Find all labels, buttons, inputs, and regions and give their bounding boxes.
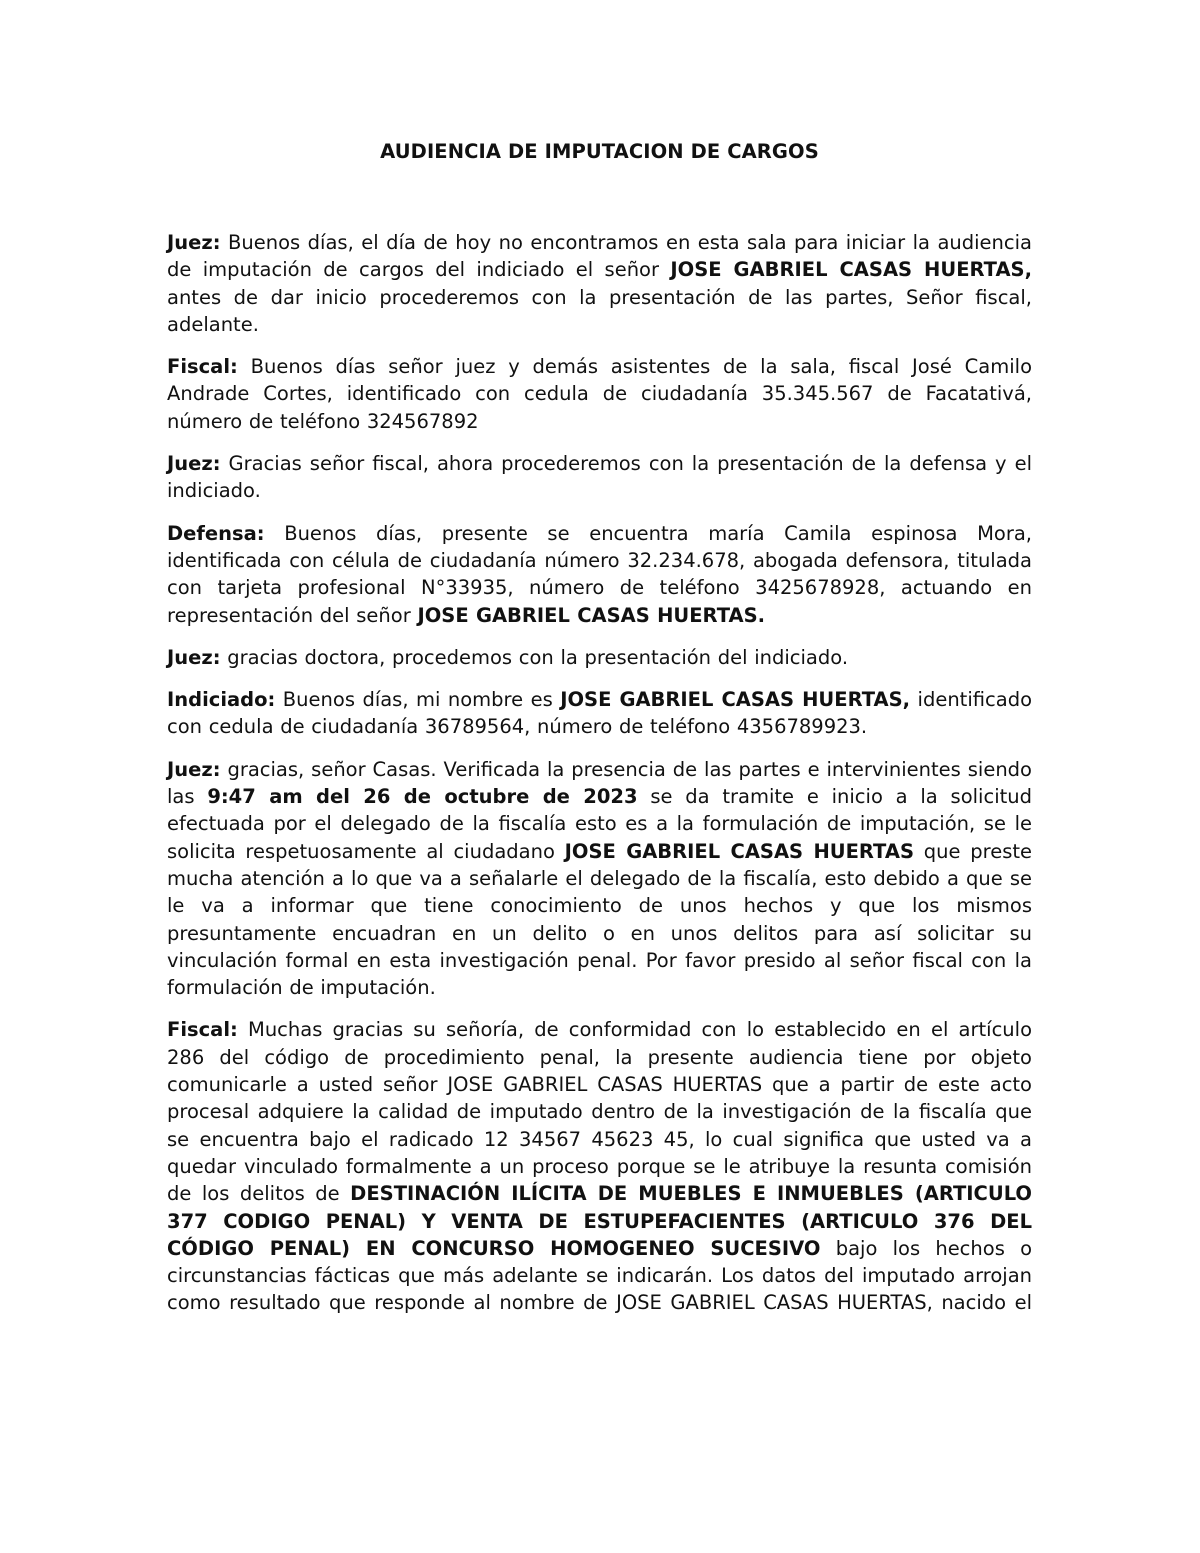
paragraph-text: antes de dar inicio procederemos con la presentación de las partes, Señor fiscal, adelante.: [167, 285, 1032, 336]
paragraph-text: se da tramite e inicio a la solicitud efectuada por el delegado de la fiscalía esto es a la formulación de imputación, se le solicita respetuosamente al ciudadano: [167, 785, 1032, 863]
paragraph-text: que preste mucha atención a lo que va a señalarle el delegado de la fiscalía, esto debido a que se le va a informar que tiene conocimiento de unos hechos y que los mismos presuntamente encuadran en un delito o en unos delitos para así solicitar su vinculación formal en esta investigación penal. Por favor presido al señor fiscal con la formulación de imputación.: [167, 839, 1032, 1000]
document-title: AUDIENCIA DE IMPUTACION DE CARGOS: [380, 140, 819, 163]
bold-text: JOSE GABRIEL CASAS HUERTAS.: [417, 603, 766, 627]
paragraph-text: Muchas gracias su señoría, de conformidad con lo establecido en el artículo 286 del código de procedimiento penal, la presente audiencia tiene por objeto comunicarle a usted señor JOSE GABRIEL CASAS HUERTAS que a partir de este acto procesal adquiere la calidad de imputado dentro de la investigación de la fiscalía que se encuentra bajo el radicado 12 34567 45623 45, lo cual significa que usted va a quedar vinculado formalmente a un proceso porque se le atribuye la resunta comisión de los delitos de: [167, 1018, 1032, 1206]
paragraph-text: Buenos días, mi nombre es: [275, 688, 561, 712]
speaker-label: Indiciado:: [167, 688, 276, 712]
paragraph-text: bajo los hechos o circunstancias fácticas que más adelante se indicarán. Los datos del imputado arrojan como resultado que responde al nombre de JOSE GABRIEL CASAS HUERTAS, nacido el: [167, 1236, 1033, 1315]
speaker-label: Juez:: [167, 645, 221, 669]
paragraph-fiscal-2: [167, 1016, 1032, 1316]
speaker-label: Fiscal:: [167, 1018, 238, 1042]
paragraph-juez-2: [167, 450, 1032, 505]
paragraph-text: Buenos días, presente se encuentra maría Camila espinosa Mora, identificada con célula de ciudadanía número 32.234.678, abogada defensora, titulada con tarjeta profesional N°33935, número de teléfono 3425678928, actuando en representación del señor: [167, 521, 1032, 627]
paragraph-text: Gracias señor fiscal, ahora procederemos con la presentación de la defensa y el indiciado.: [167, 452, 1032, 503]
document-page: [167, 140, 1032, 1332]
speaker-label: Juez:: [167, 452, 221, 476]
paragraph-text: gracias, señor Casas. Verificada la presencia de las partes e intervinientes siendo las: [167, 757, 1032, 809]
bold-text: 9:47 am del 26 de octubre de 2023: [207, 785, 638, 809]
paragraph-text: Buenos días, el día de hoy no encontramos en esta sala para iniciar la audiencia de imputación de cargos del indiciado el señor: [167, 231, 1032, 282]
bold-text: DESTINACIÓN ILÍCITA DE MUEBLES E INMUEBLES (ARTICULO 377 CODIGO PENAL) Y VENTA DE ESTUPEFACIENTES (ARTICULO 376 DEL CÓDIGO PENAL) EN CONCURSO HOMOGENEO SUCESIVO: [167, 1182, 1033, 1260]
speaker-label: Juez:: [167, 757, 221, 781]
bold-text: JOSE GABRIEL CASAS HUERTAS,: [670, 258, 1032, 282]
speaker-label: Defensa:: [167, 521, 265, 545]
paragraph-juez-1: [167, 229, 1032, 338]
paragraph-indiciado: [167, 686, 1032, 741]
speaker-label: Fiscal:: [167, 355, 238, 379]
bold-text: JOSE GABRIEL CASAS HUERTAS: [564, 839, 914, 863]
paragraph-juez-4: [167, 756, 1032, 1002]
paragraph-text: Buenos días señor juez y demás asistentes de la sala, fiscal José Camilo Andrade Cortes, identificado con cedula de ciudadanía 35.345.567 de Facatativá, número de teléfono 324567892: [167, 355, 1032, 433]
paragraph-text: gracias doctora, procedemos con la presentación del indiciado.: [220, 645, 849, 669]
paragraph-juez-3: [167, 644, 1032, 671]
paragraph-text: identificado con cedula de ciudadanía 36789564, número de teléfono 4356789923.: [167, 688, 1032, 739]
bold-text: JOSE GABRIEL CASAS HUERTAS,: [560, 688, 911, 712]
paragraph-defensa: [167, 520, 1032, 629]
paragraph-fiscal-1: [167, 353, 1032, 435]
speaker-label: Juez:: [167, 231, 221, 254]
